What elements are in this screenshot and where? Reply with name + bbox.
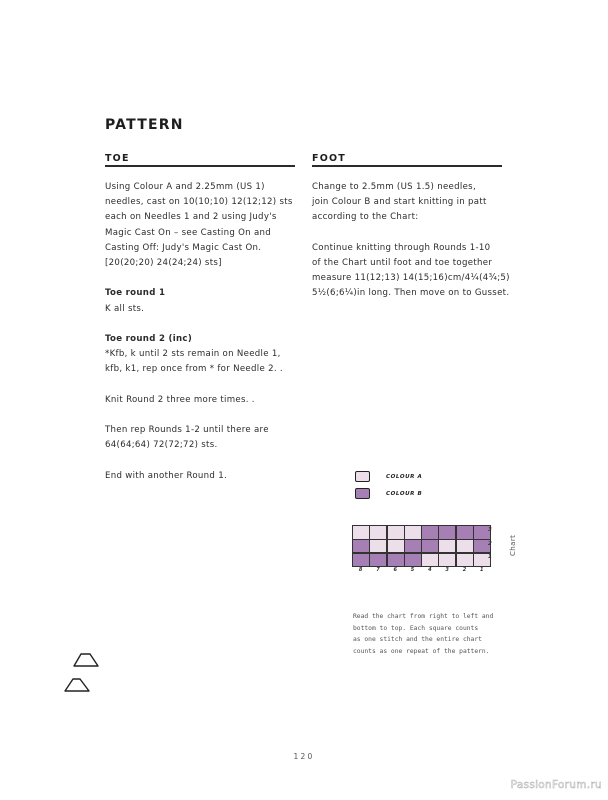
toe-round2-title: Toe round 2 (inc) <box>105 334 193 344</box>
chart-note-line: as one stitch and the entire chart <box>353 636 482 643</box>
chart-cell <box>422 526 438 539</box>
chart-cell <box>388 554 404 567</box>
chart-cell <box>439 526 455 539</box>
foot-para1-line: Change to 2.5mm (US 1.5) needles, <box>312 182 476 192</box>
chart-cell <box>457 526 473 539</box>
triangle-outline-icon <box>72 652 100 668</box>
chart-cell <box>405 554 421 567</box>
foot-para2-line: 5½(6;6¼)in long. Then move on to Gusset. <box>312 288 510 299</box>
colour-a-swatch <box>355 471 370 482</box>
chart-legend <box>355 468 422 502</box>
chart-cell <box>439 540 455 553</box>
foot-para1-line: according to the Chart: <box>312 212 419 223</box>
page-number: 120 <box>293 752 315 761</box>
toe-intro-line: Casting Off: Judy's Magic Cast On. <box>105 242 262 253</box>
chart-cell <box>388 540 404 553</box>
chart-row-labels <box>488 527 492 568</box>
chart-cell <box>439 554 455 567</box>
chart-cell <box>457 540 473 553</box>
toe-intro-line: Magic Cast On – see Casting On and <box>105 227 272 238</box>
toe-then-line: Then rep Rounds 1-2 until there are <box>105 425 269 436</box>
chart-cell <box>422 554 438 567</box>
legend-item-colour-b <box>355 485 422 502</box>
toe-repeat-text: Knit Round 2 three more times. . <box>105 394 255 405</box>
colourwork-chart <box>352 525 491 567</box>
chart-note-line: Read the chart from right to left and <box>353 613 494 620</box>
chart-note-line: bottom to top. Each square counts <box>353 624 479 632</box>
chart-cell <box>388 526 404 539</box>
foot-para2-line: of the Chart until foot and toe together <box>312 258 493 268</box>
legend-label: COLOUR A <box>386 473 423 480</box>
page-title: PATTERN <box>105 117 184 133</box>
row-label: 1 <box>488 554 492 560</box>
toe-heading: TOE <box>105 153 130 164</box>
row-label: 3 <box>488 527 492 533</box>
chart-cell <box>405 540 421 553</box>
chart-note <box>353 611 493 657</box>
toe-then-line: 64(64;64) 72(72;72) sts. <box>105 440 218 451</box>
foot-para2-line: measure 11(12;13) 14(15;16)cm/4¼(4¾;5) <box>312 273 510 284</box>
toe-round2-line: kfb, k1, rep once from * for Needle 2. . <box>105 364 283 375</box>
toe-intro-line: [20(20;20) 24(24;24) sts] <box>105 258 222 269</box>
toe-end-text: End with another Round 1. <box>105 470 227 481</box>
foot-para1-line: join Colour B and start knitting in patt <box>312 197 487 208</box>
column-label: 6 <box>393 567 397 573</box>
chart-caption: Chart <box>509 534 517 556</box>
column-label: 7 <box>376 567 380 573</box>
triangle-outline-icon <box>63 677 91 693</box>
chart-cell <box>405 526 421 539</box>
foot-para2-line: Continue knitting through Rounds 1-10 <box>312 242 491 253</box>
foot-divider <box>312 165 502 167</box>
legend-label: COLOUR B <box>386 490 423 497</box>
toe-divider <box>105 165 295 167</box>
toe-round1-text: K all sts. <box>105 303 145 314</box>
toe-round1-title: Toe round 1 <box>105 288 166 299</box>
chart-note-line: counts as one repeat of the pattern. <box>353 647 490 655</box>
chart-cell <box>353 554 369 567</box>
column-label: 1 <box>479 567 484 573</box>
chart-cell <box>370 554 386 567</box>
row-label: 2 <box>488 540 492 547</box>
chart-column-labels <box>352 567 490 573</box>
toe-body <box>105 180 305 484</box>
chart-cell <box>353 540 369 553</box>
toe-intro-line: Using Colour A and 2.25mm (US 1) <box>105 182 265 192</box>
legend-item-colour-a <box>355 468 422 485</box>
chart-cell <box>370 526 386 539</box>
chart-cell <box>353 526 369 539</box>
chart-cell <box>370 540 386 553</box>
foot-body <box>312 180 512 302</box>
column-label: 8 <box>358 567 363 573</box>
column-label: 4 <box>428 567 432 573</box>
toe-round2-line: *Kfb, k until 2 sts remain on Needle 1, <box>105 349 281 360</box>
column-label: 2 <box>462 567 467 573</box>
watermark: PassionForum.ru <box>510 779 602 791</box>
colour-b-swatch <box>355 488 370 499</box>
toe-intro-line: each on Needles 1 and 2 using Judy's <box>105 212 277 223</box>
foot-heading: FOOT <box>312 153 346 164</box>
chart-cell <box>422 540 438 553</box>
chart-cell <box>457 554 473 567</box>
column-label: 5 <box>410 567 415 573</box>
column-label: 3 <box>445 567 449 573</box>
toe-intro-line: needles, cast on 10(10;10) 12(12;12) sts <box>105 197 293 208</box>
